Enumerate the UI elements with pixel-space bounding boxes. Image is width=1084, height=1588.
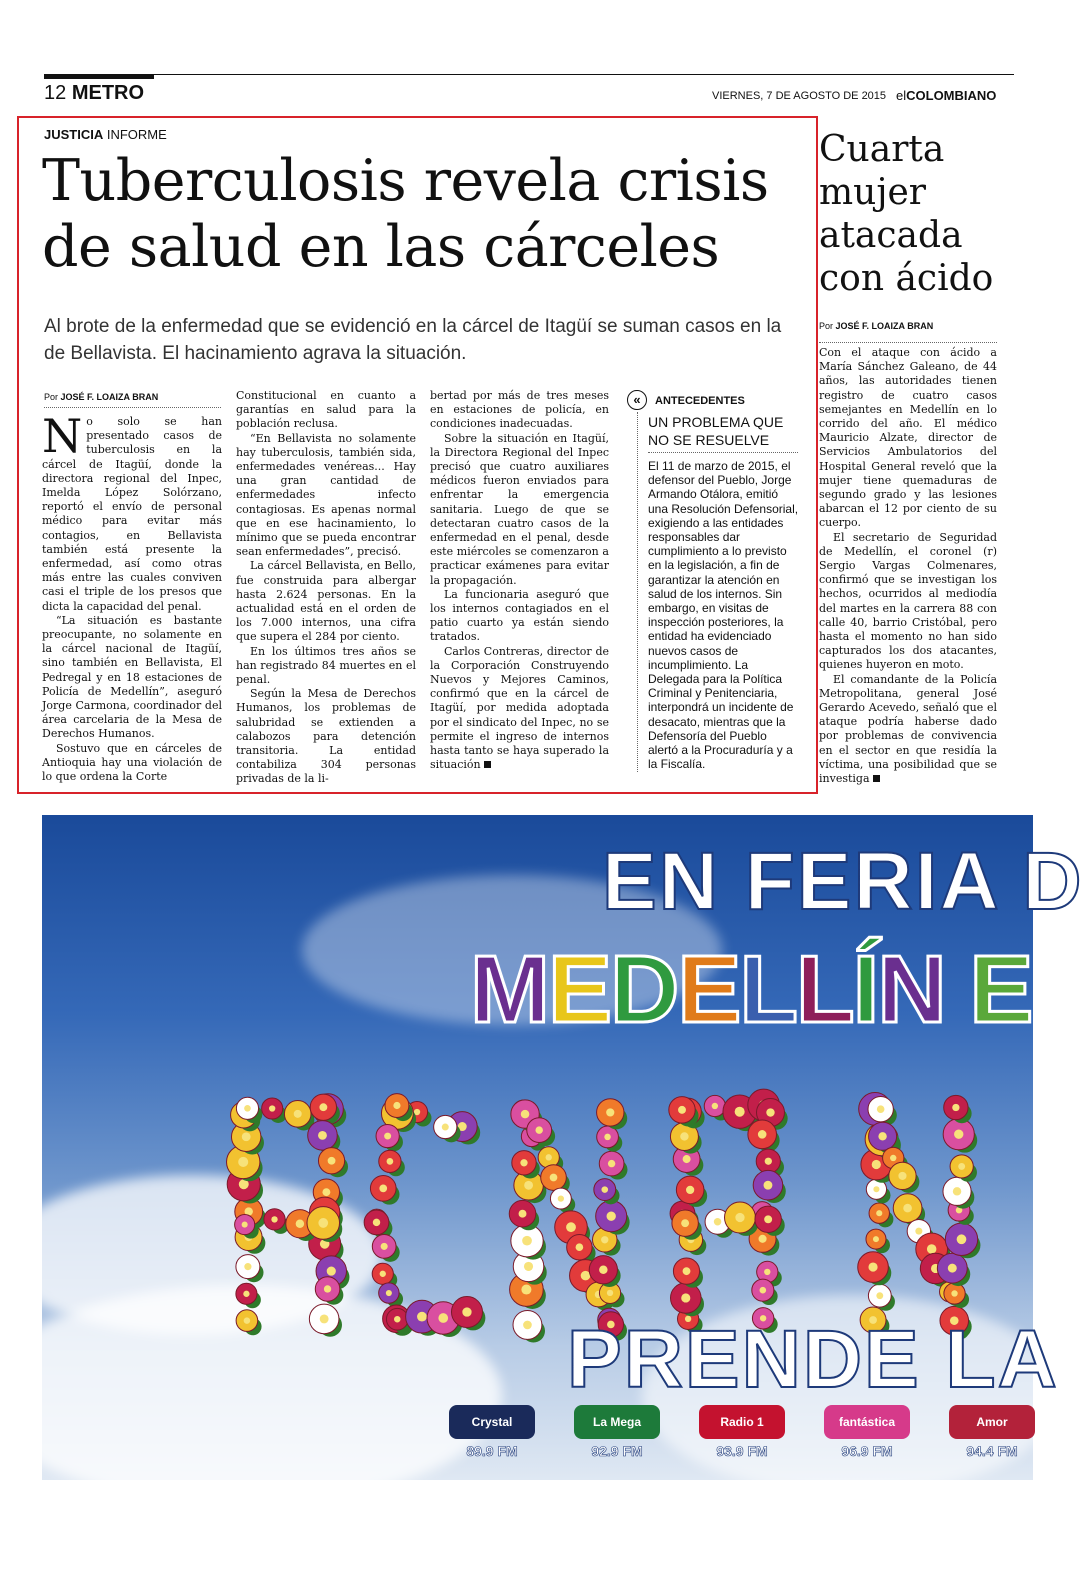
flower-center bbox=[522, 1236, 532, 1246]
flower-center bbox=[764, 1181, 773, 1190]
flower-center bbox=[903, 1204, 912, 1213]
flower-center bbox=[764, 1269, 770, 1275]
paragraph bbox=[42, 409, 222, 614]
flower-center bbox=[438, 1313, 448, 1323]
flower-center bbox=[519, 1210, 527, 1218]
flower-center bbox=[766, 1108, 774, 1116]
flower-center bbox=[386, 1290, 392, 1296]
flower-center bbox=[269, 1105, 275, 1111]
side-byline-rule bbox=[819, 342, 997, 343]
flower-center bbox=[876, 1210, 882, 1216]
flower-center bbox=[242, 1132, 251, 1141]
flower-center bbox=[877, 1105, 885, 1113]
flower-center bbox=[868, 1262, 877, 1271]
station-logo: fantástica bbox=[824, 1405, 910, 1439]
byline-rule bbox=[44, 407, 221, 408]
header-accent-bar bbox=[44, 74, 154, 79]
flower-center bbox=[238, 1157, 248, 1167]
ad-letter bbox=[945, 936, 970, 1043]
side-article-byline bbox=[819, 321, 933, 331]
flower-center bbox=[566, 1222, 576, 1232]
flower-center bbox=[550, 1174, 558, 1182]
ad-letter: E bbox=[969, 936, 1032, 1043]
flower-center bbox=[735, 1107, 745, 1117]
side-article-column bbox=[819, 346, 997, 786]
flower-center bbox=[872, 1160, 881, 1169]
flower-center bbox=[244, 1263, 251, 1270]
flower-center bbox=[442, 1124, 449, 1131]
article-column-1 bbox=[42, 409, 222, 784]
radio-station bbox=[817, 1405, 917, 1459]
ad-letter: L bbox=[796, 936, 853, 1043]
article-subhead: Al brote de la enfermedad que se evidenció en la cárcel de Itagüí se suman casos en la de Bellavista. El hacinamiento agrava la situación. bbox=[44, 316, 782, 364]
radio-stations bbox=[442, 1405, 1042, 1475]
ad-headline-line2 bbox=[470, 935, 1031, 1045]
flower-center bbox=[890, 1155, 896, 1161]
byline-name: JOSÉ F. LOAIZA BRAN bbox=[835, 321, 934, 331]
flower-center bbox=[521, 1284, 531, 1294]
paragraph-text: o solo se han presentado casos de tuberculosis en la cárcel de Itagüí, donde la directora regional del Inpec, Imelda López Solórzano, reportó el envío de personal médico para evitar más contagios, en Bellavista también está presente la enfermedad, así como otras más entre las cuales conviven casi el triple de los presos que dicta la capacidad del penal. bbox=[42, 415, 222, 613]
flower-center bbox=[328, 1157, 336, 1165]
section-rest: INFORME bbox=[106, 127, 167, 142]
flower-center bbox=[681, 1293, 690, 1302]
section-bold: JUSTICIA bbox=[44, 127, 104, 142]
flower-center bbox=[686, 1186, 694, 1194]
antecedentes-body: El 11 de marzo de 2015, el defensor del Pueblo, Jorge Armando Otálora, emitió una Resolución Defensorial, exigiendo a las entidades responsables dar cumplimiento a lo previsto en la legislación, a fin de garantizar la atención en salud de los internos. Sin embargo, en visitas de inspección posteriores, la entidad ha evidenciado nuevos casos de incumplimiento. La Delegada para la Política Criminal y Penitenciaria, interpondrá un incidente de desacato, mientras que la Defensoría del Pueblo alertó a la Procuraduría y a la Fiscalía. bbox=[648, 459, 799, 772]
radio-station bbox=[567, 1405, 667, 1459]
section-name: METRO bbox=[71, 82, 145, 104]
antecedentes-label: ANTECEDENTES bbox=[655, 395, 745, 407]
flower-lettering bbox=[227, 1070, 1047, 1330]
radio-station bbox=[692, 1405, 792, 1459]
flower-center bbox=[927, 1244, 937, 1254]
side-article-headline: Cuarta mujer atacada con ácido bbox=[819, 129, 994, 299]
header-rule bbox=[44, 74, 1014, 75]
byline-prefix: Por bbox=[819, 321, 834, 331]
antecedentes-header bbox=[627, 390, 745, 410]
paragraph-text: El comandante de la Policía Metropolitana, general José Gerardo Acevedo, señaló que el ataque podría haberse dado por problemas de convivencia en el sector en que residía la víctima, una posibilidad que se investiga bbox=[819, 672, 997, 786]
flower-center bbox=[379, 1185, 387, 1193]
flower-center bbox=[271, 1216, 277, 1222]
flower-center bbox=[876, 1292, 883, 1299]
page-number-value: 12 bbox=[44, 82, 67, 104]
flower-center bbox=[387, 1158, 394, 1165]
paragraph: El secretario de Seguridad de Medellín, el coronel (r) Sergio Vargas Colmenares, confirmó que se investigan los hechos, ocurridos al mediodía del martes en la carrera 88 con calle 40, barrio Cristóbal, pero hasta el momento no han sido capturados los dos atacantes, quienes huyeron en moto. bbox=[819, 530, 997, 672]
masthead-name: COLOMBIANO bbox=[906, 88, 997, 103]
flower-center bbox=[951, 1290, 957, 1296]
flower-center bbox=[319, 1103, 327, 1111]
ad-letter: D bbox=[610, 936, 678, 1043]
flower-center bbox=[576, 1243, 584, 1251]
station-frequency: 96.9 FM bbox=[841, 1443, 893, 1459]
paragraph: “La situación es bastante preocupante, no solamente en la cárcel nacional de Itagüí, sino también en Bellavista, El Pedregal y en 18 estaciones de Policía de Medellín”, aseguró Jorge Carmona, coordinador del área carcelaria de la Mesa de Derechos Humanos. bbox=[42, 613, 222, 741]
flower-center bbox=[604, 1134, 611, 1141]
station-logo: Radio 1 bbox=[699, 1405, 785, 1439]
flower-center bbox=[878, 1132, 886, 1140]
article-column-3 bbox=[430, 389, 609, 772]
flower-center bbox=[758, 1130, 767, 1139]
flower-center bbox=[873, 1236, 879, 1242]
paragraph: Sobre la situación en Itagüí, la Directora Regional del Inpec precisó que cuatro auxiliares médicos fueron enviados para enfrentar la emergencia sanitaria. Luego de que se detectaran cuatro casos de la enfermedad en el penal, desde este miércoles se comenzaron a practicar exámenes para evitar la propagación. bbox=[430, 431, 609, 587]
flower-center bbox=[608, 1160, 615, 1167]
flower-center bbox=[324, 1285, 331, 1292]
flower-center bbox=[373, 1219, 380, 1226]
flower-center bbox=[318, 1131, 327, 1140]
flower-center bbox=[606, 1108, 614, 1116]
flower-center bbox=[712, 1103, 718, 1109]
flower-center bbox=[957, 1234, 967, 1244]
flower-center bbox=[558, 1195, 564, 1201]
flower-center bbox=[683, 1267, 691, 1275]
paragraph-text: Carlos Contreras, director de la Corporación Construyendo Nuevos y Mejores Caminos, confirmó que en la cárcel de Itagüí, por medida adoptada por el sindicato del Inpec, no se permite el ingreso de internos hasta tanto se haya superado la situación bbox=[430, 644, 609, 772]
station-frequency: 94.4 FM bbox=[966, 1443, 1018, 1459]
article-headline bbox=[42, 148, 802, 280]
flower-center bbox=[318, 1218, 328, 1228]
paragraph: En los últimos tres años se han registrado 84 muertes en el penal. bbox=[236, 644, 416, 687]
page-number bbox=[44, 82, 144, 105]
ad-letter: M bbox=[470, 936, 548, 1043]
flower-center bbox=[680, 1132, 688, 1140]
article-byline bbox=[44, 392, 158, 402]
end-mark bbox=[484, 761, 491, 768]
flower-center bbox=[958, 1163, 965, 1170]
flower-center bbox=[714, 1218, 722, 1226]
article-section-label bbox=[44, 127, 167, 142]
paragraph: Según la Mesa de Derechos Humanos, los problemas de salubridad se extienden a calabozos para detención transitoria. La entidad contabiliza 304 personas privadas de la li- bbox=[236, 687, 416, 786]
flower-center bbox=[243, 1291, 249, 1297]
drop-cap: N bbox=[42, 409, 83, 463]
byline-prefix: Por bbox=[44, 392, 59, 402]
flower-center bbox=[678, 1106, 686, 1114]
antecedentes-rule bbox=[648, 452, 798, 453]
flower-center bbox=[327, 1267, 336, 1276]
ad-headline-line1: EN FERIA D bbox=[602, 836, 1084, 927]
station-frequency: 89.9 FM bbox=[466, 1443, 518, 1459]
headline-line2: de salud en las cárceles bbox=[42, 214, 720, 280]
flower-center bbox=[681, 1219, 689, 1227]
ad-letter: Í bbox=[852, 936, 878, 1043]
ad-letter: L bbox=[739, 936, 796, 1043]
paragraph: La funcionaria aseguró que los internos contagiados en el patio cuarto ya están siendo tratados. bbox=[430, 587, 609, 644]
paragraph: Constitucional en cuanto a garantías en salud para la población reclusa. bbox=[236, 389, 416, 431]
flower-center bbox=[759, 1235, 767, 1243]
double-chevron-left-icon: « bbox=[627, 390, 647, 410]
station-logo: Crystal bbox=[449, 1405, 535, 1439]
ad-letter: E bbox=[547, 936, 610, 1043]
masthead-prefix: el bbox=[896, 88, 907, 103]
flower-center bbox=[873, 1186, 879, 1192]
headline-line1: Tuberculosis revela crisis bbox=[42, 148, 769, 214]
flower-center bbox=[599, 1266, 607, 1274]
advertisement bbox=[42, 815, 1084, 1480]
flower-center bbox=[760, 1287, 767, 1294]
station-logo: Amor bbox=[949, 1405, 1035, 1439]
masthead bbox=[896, 88, 996, 103]
flower-center bbox=[394, 1316, 401, 1323]
flower-center bbox=[601, 1236, 608, 1243]
flower-center bbox=[381, 1243, 388, 1250]
flower-center bbox=[521, 1110, 530, 1119]
paragraph bbox=[430, 645, 609, 773]
flower-center bbox=[952, 1104, 959, 1111]
flower-center bbox=[607, 1290, 613, 1296]
paragraph: “En Bellavista no solamente hay tuberculosis, también sida, enfermedades venéreas... Hay una gran cantidad de enfermedades infecto contagiosas. Es apenas normal que en ese hacinamiento, lo mínimo que se pueda encontrar sean enfermedades”, precisó. bbox=[236, 431, 416, 559]
flower-center bbox=[322, 1188, 330, 1196]
station-frequency: 93.9 FM bbox=[716, 1443, 768, 1459]
flower-center bbox=[244, 1317, 250, 1323]
flower-center bbox=[294, 1110, 302, 1118]
antecedentes-divider bbox=[637, 412, 638, 772]
antecedentes-title: UN PROBLEMA QUE NO SE RESUELVE bbox=[648, 414, 784, 448]
flower-center bbox=[524, 1262, 533, 1271]
ad-letter: N bbox=[877, 936, 945, 1043]
flower-center bbox=[320, 1314, 329, 1323]
flower-center bbox=[683, 1155, 691, 1163]
flower-center bbox=[242, 1222, 248, 1228]
paragraph: La cárcel Bellavista, en Bello, fue construida para albergar hasta 2.624 personas. En la actualidad está en el orden de los 7.000 internos, una cifra que supera el 284 por ciento. bbox=[236, 559, 416, 644]
radio-station bbox=[942, 1405, 1042, 1459]
flower-center bbox=[607, 1212, 616, 1221]
paragraph: bertad por más de tres meses en estaciones de policía, en condiciones inadecuadas. bbox=[430, 389, 609, 431]
flower-center bbox=[417, 1312, 427, 1322]
flower-center bbox=[535, 1126, 542, 1133]
flower-center bbox=[384, 1133, 391, 1140]
flower-center bbox=[601, 1186, 608, 1193]
article-column-2 bbox=[236, 389, 416, 787]
flower-center bbox=[954, 1130, 963, 1139]
paragraph: Sostuvo que en cárceles de Antioquia hay una violación de lo que ordena la Corte bbox=[42, 741, 222, 784]
flower-center bbox=[915, 1228, 922, 1235]
flower-center bbox=[523, 1321, 532, 1330]
ad-letter: E bbox=[677, 936, 740, 1043]
radio-station bbox=[442, 1405, 542, 1459]
flower-center bbox=[735, 1213, 744, 1222]
paragraph: Con el ataque con ácido a María Sánchez Galeano, de 44 años, las autoridades tienen registro de cuatro casos semejantes en Medellín en lo corrido del año. El médico Mauricio Alzate, director de Servicios Ambulatorios del Hospital General reveló que la mujer tiene quemaduras de segundo grado y las lesiones abarcan el 12 por ciento de su cuerpo. bbox=[819, 346, 997, 530]
flower-center bbox=[524, 1181, 533, 1190]
flower-center bbox=[898, 1172, 906, 1180]
flower-center bbox=[296, 1219, 304, 1227]
flower-center bbox=[953, 1187, 961, 1195]
flower-center bbox=[462, 1307, 471, 1316]
flower-center bbox=[948, 1264, 957, 1273]
flower-center bbox=[546, 1154, 552, 1160]
flower-center bbox=[244, 1105, 251, 1112]
flower-center bbox=[765, 1158, 772, 1165]
end-mark bbox=[873, 775, 880, 782]
flower-center bbox=[393, 1102, 400, 1109]
flower-center bbox=[380, 1271, 386, 1277]
paragraph bbox=[819, 673, 997, 787]
byline-name: JOSÉ F. LOAIZA BRAN bbox=[60, 392, 159, 402]
ad-headline-line3: PRENDE LA bbox=[567, 1314, 1059, 1405]
flower-center bbox=[520, 1159, 527, 1166]
flower-center bbox=[581, 1271, 591, 1281]
issue-date: VIERNES, 7 DE AGOSTO DE 2015 bbox=[712, 90, 887, 102]
flower-center bbox=[764, 1215, 772, 1223]
station-logo: La Mega bbox=[574, 1405, 660, 1439]
station-frequency: 92.9 FM bbox=[591, 1443, 643, 1459]
